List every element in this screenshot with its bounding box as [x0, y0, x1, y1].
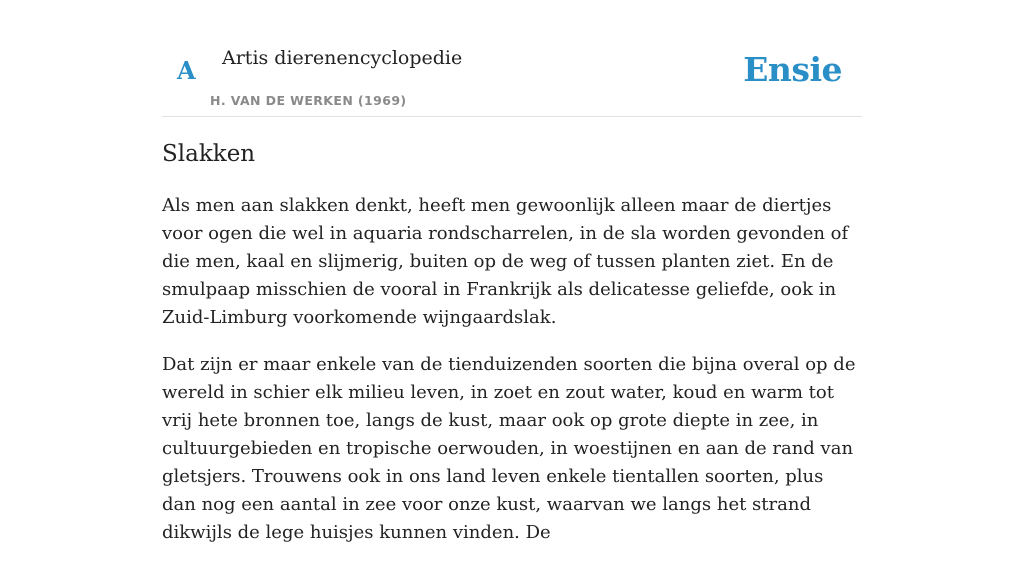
book-letter-icon[interactable]: A: [177, 56, 196, 85]
book-author: H. VAN DE WERKEN (1969): [210, 93, 407, 108]
page: [162, 0, 862, 543]
paragraph: Als men aan slakken denkt, heeft men gewoonlijk alleen maar de diertjes voor ogen die wel in aquaria rondscharrelen, in de sla worden gevonden of die men, kaal en slijmerig, buiten op de weg of tussen planten ziet. En de smulpaap misschien de vooral in Frankrijk als delicatesse geliefde, ook in Zuid-Limburg voorkomende wijngaardslak.: [162, 195, 849, 328]
header: [162, 0, 862, 117]
paragraph: Dat zijn er maar enkele van de tienduizenden soorten die bijna overal op de wereld in schier elk milieu leven, in zoet en zout water, koud en warm tot vrij hete bronnen toe, langs de kust, maar ook op grote diepte in zee, in cultuurgebieden en tropische oerwouden, in woestijnen en aan de rand van gletsjers. Trouwens ook in ons land leven enkele tientallen soorten, plus dan nog een aantal in zee voor onze kust, waarvan we langs het strand dikwijls de lege huisjes kunnen vinden. De: [162, 354, 856, 543]
entry-body: [162, 192, 862, 566]
book-title[interactable]: Artis dierenencyclopedie: [222, 47, 463, 69]
entry-title: Slakken: [162, 141, 256, 167]
brand-logo[interactable]: Ensie: [743, 50, 842, 89]
